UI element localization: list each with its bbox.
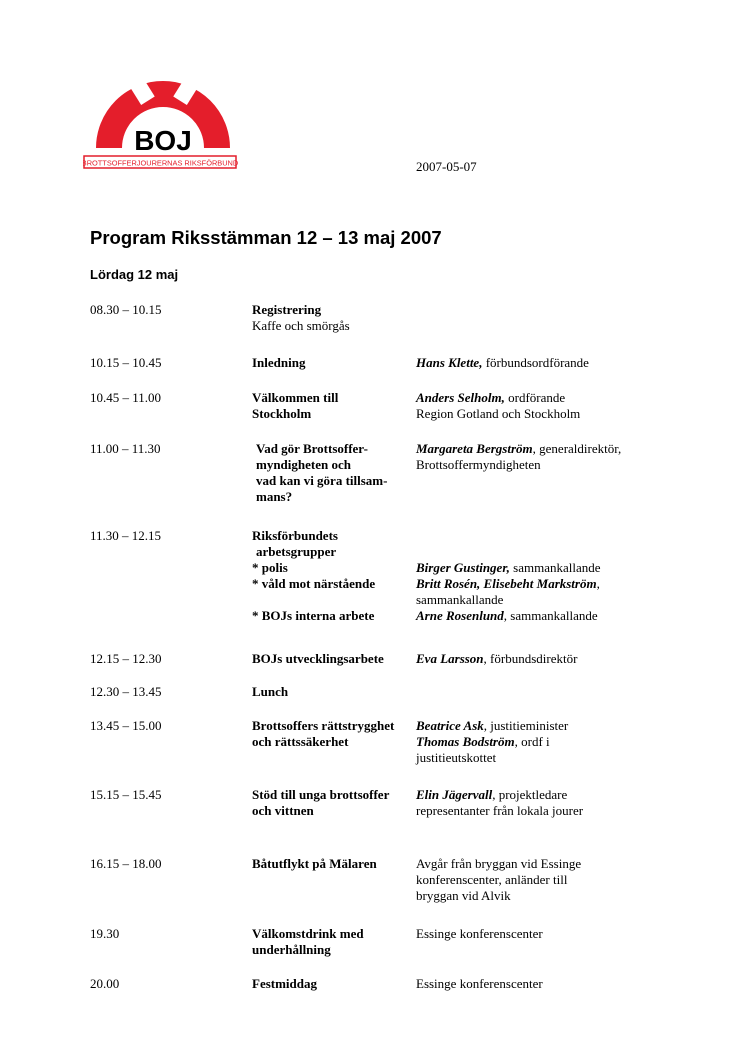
info-line: justitieutskottet	[416, 750, 497, 765]
row-event	[252, 651, 422, 667]
info-line: Elin Jägervall, projektledare	[416, 787, 568, 802]
speaker-name: Thomas Bodström	[416, 734, 515, 749]
page-title: Program Riksstämman 12 – 13 maj 2007	[90, 227, 442, 248]
event-line: Välkommen till	[252, 390, 339, 405]
info-line: Hans Klette, förbundsordförande	[416, 355, 589, 370]
event-line: Inledning	[252, 355, 306, 370]
row-info	[416, 355, 676, 371]
row-time: 08.30 – 10.15	[90, 302, 162, 317]
info-line: Arne Rosenlund, sammankallande	[416, 608, 598, 623]
info-line: Anders Selholm, ordförande	[416, 390, 566, 405]
speaker-name: Eva Larsson	[416, 651, 484, 666]
event-subline: Kaffe och smörgås	[252, 318, 350, 333]
event-line: Stöd till unga brottsoffer	[252, 787, 390, 802]
row-time: 19.30	[90, 926, 120, 941]
row-info	[416, 718, 676, 766]
event-line: underhållning	[252, 942, 331, 957]
info-line: Birger Gustinger, sammankallande	[416, 560, 601, 575]
info-line	[416, 528, 676, 544]
event-line: * polis	[252, 560, 288, 575]
info-line: sammankallande	[416, 592, 504, 607]
boj-logo	[83, 68, 239, 174]
event-line: Båtutflykt på Mälaren	[252, 856, 377, 871]
info-line: Avgår från bryggan vid Essinge	[416, 856, 582, 871]
info-line	[416, 544, 676, 560]
row-time: 15.15 – 15.45	[90, 787, 162, 802]
row-event	[252, 684, 422, 700]
row-info	[416, 651, 676, 667]
event-line: vad kan vi göra tillsam-	[256, 473, 388, 488]
row-time: 20.00	[90, 976, 120, 991]
speaker-name: Beatrice Ask	[416, 718, 484, 733]
info-line: Essinge konferenscenter	[416, 926, 543, 941]
logo-subtext: BROTTSOFFERJOURERNAS RIKSFÖRBUND	[83, 158, 239, 168]
row-info	[416, 856, 676, 904]
row-time: 12.30 – 13.45	[90, 684, 162, 699]
row-info	[416, 390, 676, 422]
info-line: Essinge konferenscenter	[416, 976, 543, 991]
row-time: 10.45 – 11.00	[90, 390, 162, 405]
event-line: och vittnen	[252, 803, 314, 818]
speaker-name: Anders Selholm,	[416, 390, 505, 405]
info-line: Britt Rosén, Elisebeht Markström,	[416, 576, 600, 591]
info-line: representanter från lokala jourer	[416, 803, 584, 818]
row-event	[252, 528, 422, 624]
row-info	[416, 787, 676, 819]
event-line: * BOJs interna arbete	[252, 608, 375, 623]
event-line: Stockholm	[252, 406, 312, 421]
row-time: 11.30 – 12.15	[90, 528, 162, 543]
row-info	[416, 528, 676, 624]
row-event	[252, 355, 422, 371]
event-line: och rättssäkerhet	[252, 734, 349, 749]
row-time: 11.00 – 11.30	[90, 441, 161, 456]
row-time: 16.15 – 18.00	[90, 856, 162, 871]
row-info	[416, 441, 676, 473]
event-line: Riksförbundets	[252, 528, 338, 543]
row-info	[416, 976, 676, 992]
info-line: Margareta Bergström, generaldirektör,	[416, 441, 622, 456]
row-event	[252, 390, 422, 422]
info-line: Region Gotland och Stockholm	[416, 406, 581, 421]
row-event	[252, 926, 422, 958]
day-heading: Lördag 12 maj	[90, 267, 179, 282]
event-line: Vad gör Brottsoffer-	[256, 441, 368, 456]
event-line	[252, 592, 422, 608]
info-line: Thomas Bodström, ordf i	[416, 734, 550, 749]
speaker-name: Elin Jägervall	[416, 787, 493, 802]
event-line: arbetsgrupper	[256, 544, 337, 559]
event-line: mans?	[256, 489, 293, 504]
row-event	[252, 976, 422, 992]
document-date: 2007-05-07	[416, 159, 477, 174]
row-event	[252, 787, 422, 819]
row-event	[252, 302, 422, 334]
row-event	[252, 441, 422, 505]
event-line: Brottsoffers rättstrygghet	[252, 718, 395, 733]
row-event	[252, 718, 422, 750]
row-event	[252, 856, 422, 872]
row-time: 13.45 – 15.00	[90, 718, 162, 733]
logo-text: BOJ	[134, 125, 192, 156]
event-line: * våld mot närstående	[252, 576, 376, 591]
speaker-name: Arne Rosenlund	[416, 608, 504, 623]
speaker-name: Margareta Bergström	[416, 441, 533, 456]
info-line: Eva Larsson, förbundsdirektör	[416, 651, 578, 666]
event-line: Festmiddag	[252, 976, 317, 991]
info-line: Brottsoffermyndigheten	[416, 457, 541, 472]
info-line: Beatrice Ask, justitieminister	[416, 718, 569, 733]
event-line: Välkomstdrink med	[252, 926, 364, 941]
event-line: Lunch	[252, 684, 289, 699]
speaker-name: Britt Rosén, Elisebeht Markström	[416, 576, 597, 591]
row-time: 10.15 – 10.45	[90, 355, 162, 370]
event-line: myndigheten och	[256, 457, 351, 472]
row-info	[416, 926, 676, 942]
row-time: 12.15 – 12.30	[90, 651, 162, 666]
event-line: BOJs utvecklingsarbete	[252, 651, 384, 666]
speaker-name: Birger Gustinger,	[416, 560, 510, 575]
info-line: bryggan vid Alvik	[416, 888, 511, 903]
event-line: Registrering	[252, 302, 322, 317]
info-line: konferenscenter, anländer till	[416, 872, 568, 887]
speaker-name: Hans Klette,	[416, 355, 483, 370]
lifebuoy-logo-icon	[83, 68, 239, 174]
